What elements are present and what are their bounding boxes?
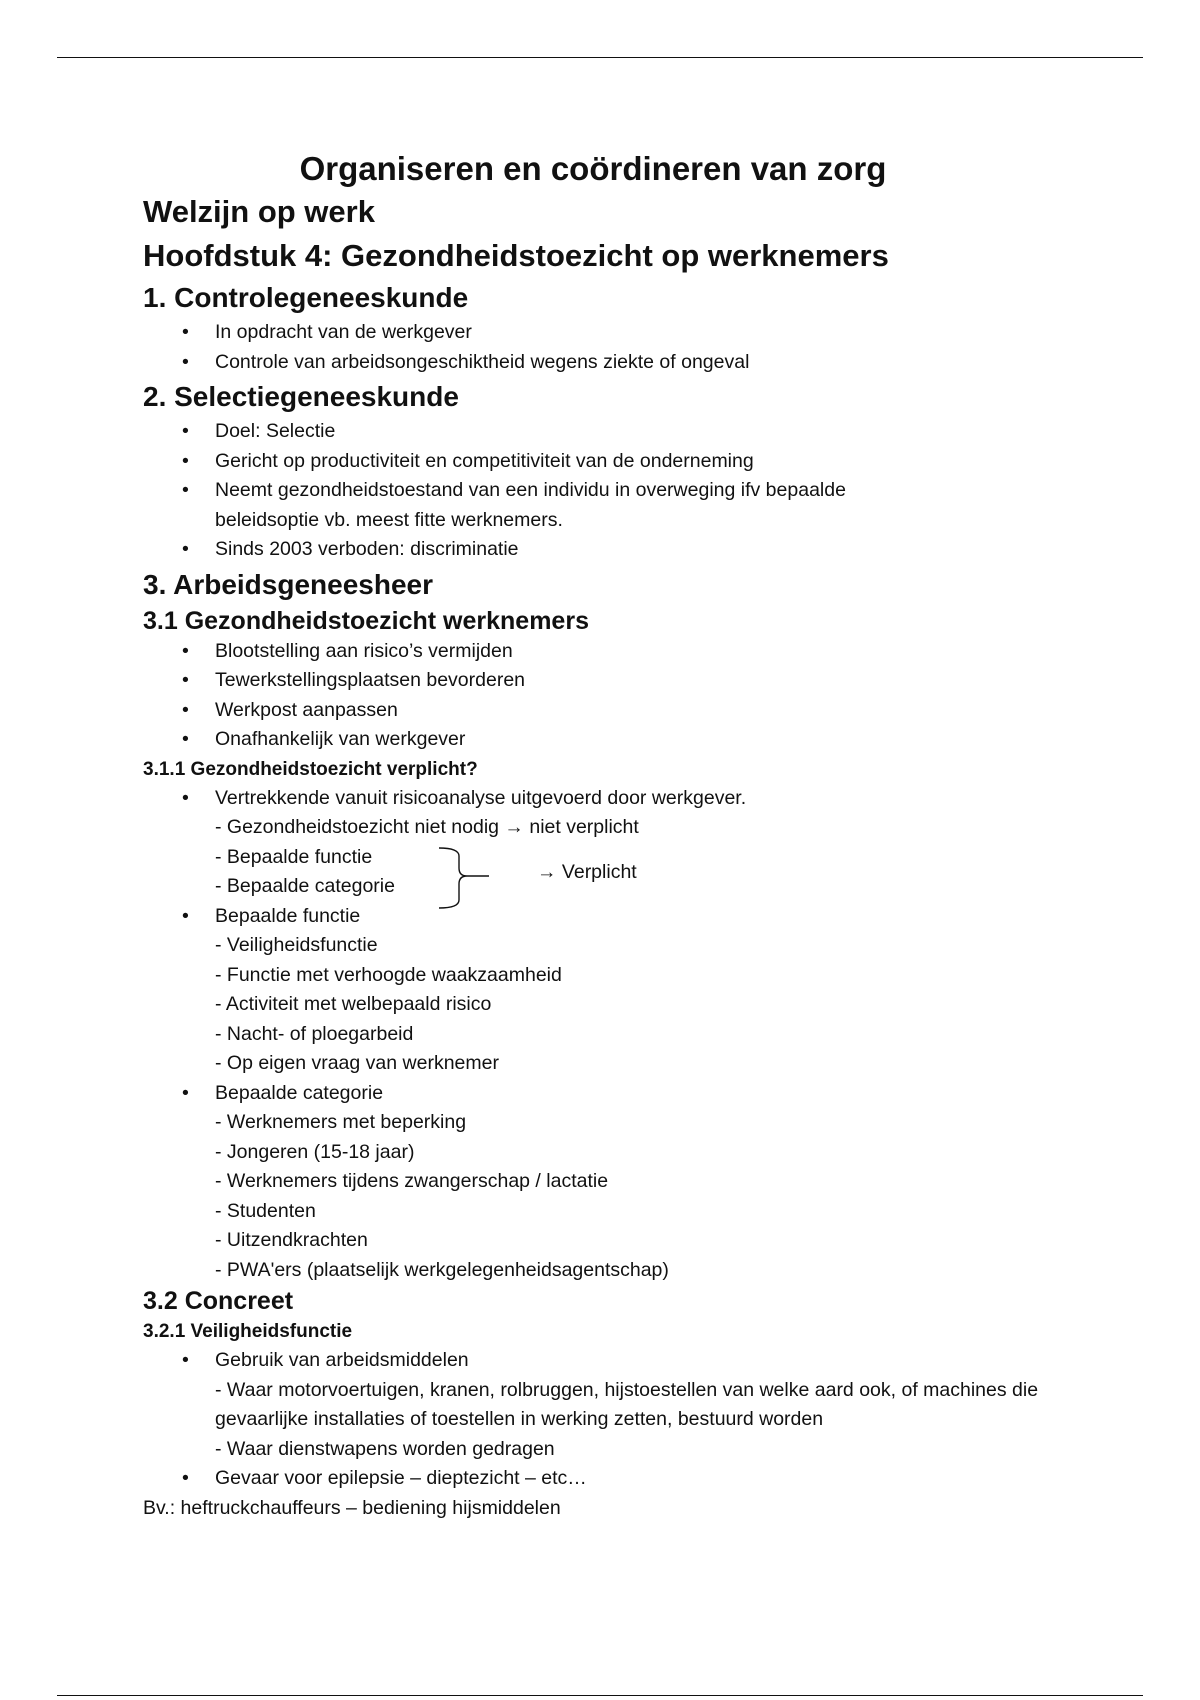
section-heading-2: 2. Selectiegeneeskunde (143, 381, 459, 412)
sub-item: - Studenten (215, 1199, 316, 1222)
list-item-text: Vertrekkende vanuit risicoanalyse uitgevoerd door werkgever. (215, 786, 747, 809)
list-item: • Doel: Selectie (215, 417, 1103, 447)
sub-item: - Jongeren (15-18 jaar) (215, 1140, 415, 1163)
sub-item: - Veiligheidsfunctie (215, 934, 378, 956)
subsection-heading-3-2-1: 3.2.1 Veiligheidsfunctie (143, 1321, 353, 1342)
subsection-heading-3-1-1: 3.1.1 Gezondheidstoezicht verplicht? (143, 758, 478, 780)
list-item (215, 784, 1103, 902)
sub-item: - Nacht- of ploegarbeid (215, 1022, 414, 1045)
footer-rule (57, 1695, 1143, 1696)
list-item (215, 1079, 1103, 1286)
document-page (143, 148, 1103, 1523)
list-item: • Gevaar voor epilepsie – dieptezicht – etc… (215, 1464, 1103, 1494)
sub-item: - PWA'ers (plaatselijk werkgelegenheidsagentschap) (215, 1258, 669, 1281)
list-item: • Controle van arbeidsongeschiktheid wegens ziekte of ongeval (215, 348, 1103, 378)
section-heading-1: 1. Controlegeneeskunde (143, 282, 469, 313)
subsection-heading-3-1: 3.1 Gezondheidstoezicht werknemers (143, 606, 589, 635)
sub-item: - Werknemers met beperking (215, 1111, 467, 1133)
list-item (215, 902, 1103, 1079)
course-heading: Welzijn op werk (143, 194, 375, 229)
sub-item: - Op eigen vraag van werknemer (215, 1052, 499, 1074)
sub-item: - Waar dienstwapens worden gedragen (215, 1437, 555, 1460)
header-rule (57, 57, 1143, 58)
subsection-3-1-list (143, 637, 1103, 755)
section-heading-3: 3. Arbeidsgeneesheer (143, 568, 433, 600)
subsection-3-1-1-list (143, 784, 1103, 1286)
section-2-list (143, 417, 1103, 565)
list-item (215, 1346, 1103, 1464)
list-item-text: Gebruik van arbeidsmiddelen (215, 1349, 469, 1371)
list-item: • Sinds 2003 verboden: discriminatie (215, 535, 1103, 565)
sub-item: - Waar motorvoertuigen, kranen, rolbruggen, hijstoestellen van welke aard ook, of machines die gevaarlijke installaties of toestellen in werking zetten, bestuurd worden (215, 1378, 1039, 1430)
arrow-verplicht: → Verplicht (537, 860, 637, 883)
sub-item: - Bepaalde categorie (215, 875, 395, 897)
list-item: • In opdracht van de werkgever (215, 318, 1103, 348)
example-line: Bv.: heftruckchauffeurs – bediening hijsmiddelen (143, 1496, 561, 1519)
section-1-list (143, 318, 1103, 377)
list-item-text: Bepaalde functie (215, 904, 361, 927)
list-item-text: Bepaalde categorie (215, 1081, 384, 1104)
sub-item: - Functie met verhoogde waakzaamheid (215, 963, 562, 986)
list-item: • Gericht op productiviteit en competitiviteit van de onderneming (215, 447, 1103, 477)
list-item: • Onafhankelijk van werkgever (215, 725, 1103, 755)
subsection-3-2-1-list (143, 1346, 1103, 1494)
chapter-heading: Hoofdstuk 4: Gezondheidstoezicht op werknemers (143, 238, 889, 273)
brace-group (215, 843, 815, 902)
list-item: • Tewerkstellingsplaatsen bevorderen (215, 666, 1103, 696)
document-title: Organiseren en coördineren van zorg (299, 150, 887, 187)
sub-item: - Activiteit met welbepaald risico (215, 993, 492, 1015)
subsection-heading-3-2: 3.2 Concreet (143, 1287, 294, 1315)
list-item: • Neemt gezondheidstoestand van een individu in overweging ifv bepaalde beleidsoptie vb. meest fitte werknemers. (215, 476, 935, 535)
sub-item: - Bepaalde functie (215, 845, 373, 868)
sub-item: - Gezondheidstoezicht niet nodig → niet verplicht (215, 816, 639, 838)
list-item: • Blootstelling aan risico’s vermijden (215, 637, 1103, 667)
sub-item: - Uitzendkrachten (215, 1229, 368, 1251)
list-item: • Werkpost aanpassen (215, 696, 1103, 726)
sub-item: - Werknemers tijdens zwangerschap / lactatie (215, 1170, 609, 1192)
right-brace-icon (437, 846, 497, 910)
